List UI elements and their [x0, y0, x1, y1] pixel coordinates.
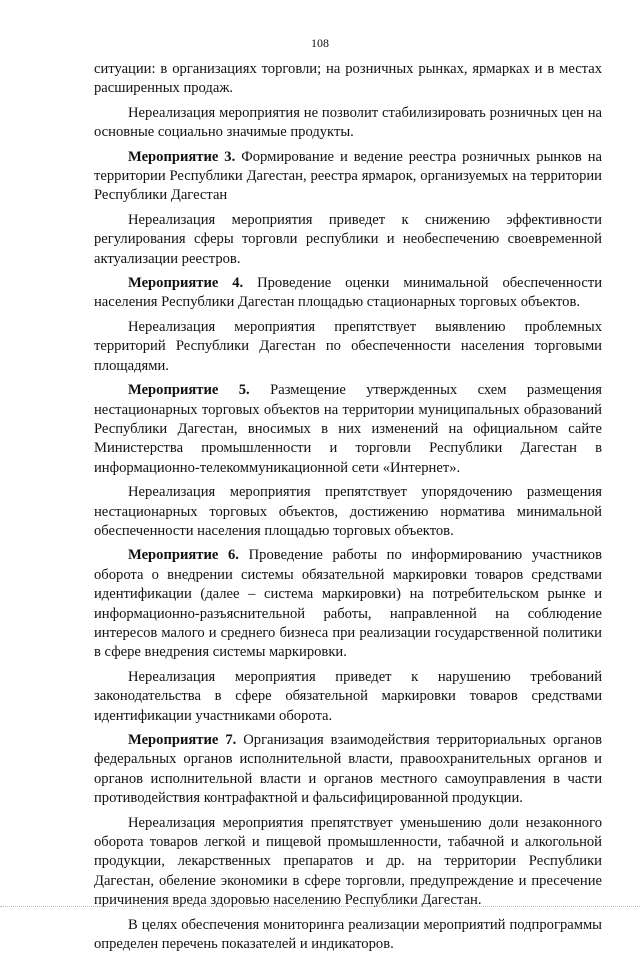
paragraph-text: Нереализация мероприятия препятствует уменьшению доли незаконного оборота товаров легкой и пищевой промышленности, табачной и алкогольной продукции, лекарственных препаратов и др. на территории Республики Дагестан, обеление экономики в сфере торговли, предупреждение и пресечение причинения вреда здоровью населению Республики Дагестан.	[94, 814, 602, 909]
paragraph	[94, 546, 602, 662]
paragraph	[94, 483, 602, 541]
paragraph-heading: Мероприятие 5.	[128, 382, 250, 399]
paragraph	[94, 916, 602, 955]
paragraph	[94, 104, 602, 143]
paragraph-text: Нереализация мероприятия препятствует выявлению проблемных территорий Республики Дагестан по обеспеченности населения торговыми площадями.	[94, 318, 602, 374]
paragraph-heading: Мероприятие 4.	[128, 275, 244, 292]
paragraph-text: Размещение утвержденных схем размещения нестационарных торговых объектов на территории муниципальных образований Республики Дагестан, вносимых в них изменений на официальном сайте Министерства промышленности и торговли Республики Дагестан в информационно-телекоммуникационной сети «Интернет».	[94, 382, 602, 476]
scan-edge-divider	[0, 906, 640, 908]
paragraph	[94, 60, 602, 99]
paragraph-text: Нереализация мероприятия не позволит стабилизировать розничных цен на основные социально значимые продукты.	[94, 104, 602, 141]
paragraph	[94, 381, 602, 478]
paragraph-text: Формирование и ведение реестра розничных рынков на территории Республики Дагестан, реестра ярмарок, организуемых на территории Республики Дагестан	[94, 148, 602, 204]
document-body	[94, 60, 602, 959]
paragraph-text: Проведение работы по информированию участников оборота о внедрении системы обязательной маркировки товаров средствами идентификации (далее – система маркировки) на потребительском рынке и информационно-разъяснительной работы, направленной на соблюдение интересов малого и среднего бизнеса при реализации государственной политики в сфере внедрения системы маркировки.	[94, 547, 602, 661]
paragraph-text: Нереализация мероприятия препятствует упорядочению размещения нестационарных торговых объектов, достижению норматива минимальной обеспеченности населения площадью торговых объектов.	[94, 484, 602, 539]
paragraph-text: Проведение оценки минимальной обеспеченности населения Республики Дагестан площадью стационарных торговых объектов.	[94, 275, 603, 311]
paragraph	[94, 274, 602, 313]
paragraph	[94, 148, 602, 206]
page-number: 108	[311, 36, 329, 50]
paragraph	[94, 211, 602, 269]
paragraph-text: Организация взаимодействия территориальных органов федеральных органов исполнительной власти, правоохранительных органов и органов исполнительной власти и органов местного самоуправления в части противодействия контрафактной и фальсифицированной продукции.	[94, 732, 602, 807]
paragraph-text: Нереализация мероприятия приведет к снижению эффективности регулирования сферы торговли республики и необеспечению своевременной актуализации реестров.	[94, 211, 602, 267]
paragraph-heading: Мероприятие 3.	[128, 148, 236, 165]
paragraph	[94, 318, 602, 376]
paragraph-text: ситуации: в организациях торговли; на розничных рынках, ярмарках и в местах расширенных продаж.	[94, 61, 602, 97]
paragraph	[94, 668, 602, 726]
paragraph-heading: Мероприятие 6.	[128, 547, 239, 564]
paragraph-text: Нереализация мероприятия приведет к нарушению требований законодательства в сфере обязательной маркировки товаров средствами идентификации участниками оборота.	[94, 668, 602, 724]
paragraph	[94, 814, 602, 911]
paragraph-heading: Мероприятие 7.	[128, 732, 237, 748]
paragraph-text: В целях обеспечения мониторинга реализации мероприятий подпрограммы определен перечень показателей и индикаторов.	[94, 916, 602, 953]
paragraph	[94, 731, 602, 809]
